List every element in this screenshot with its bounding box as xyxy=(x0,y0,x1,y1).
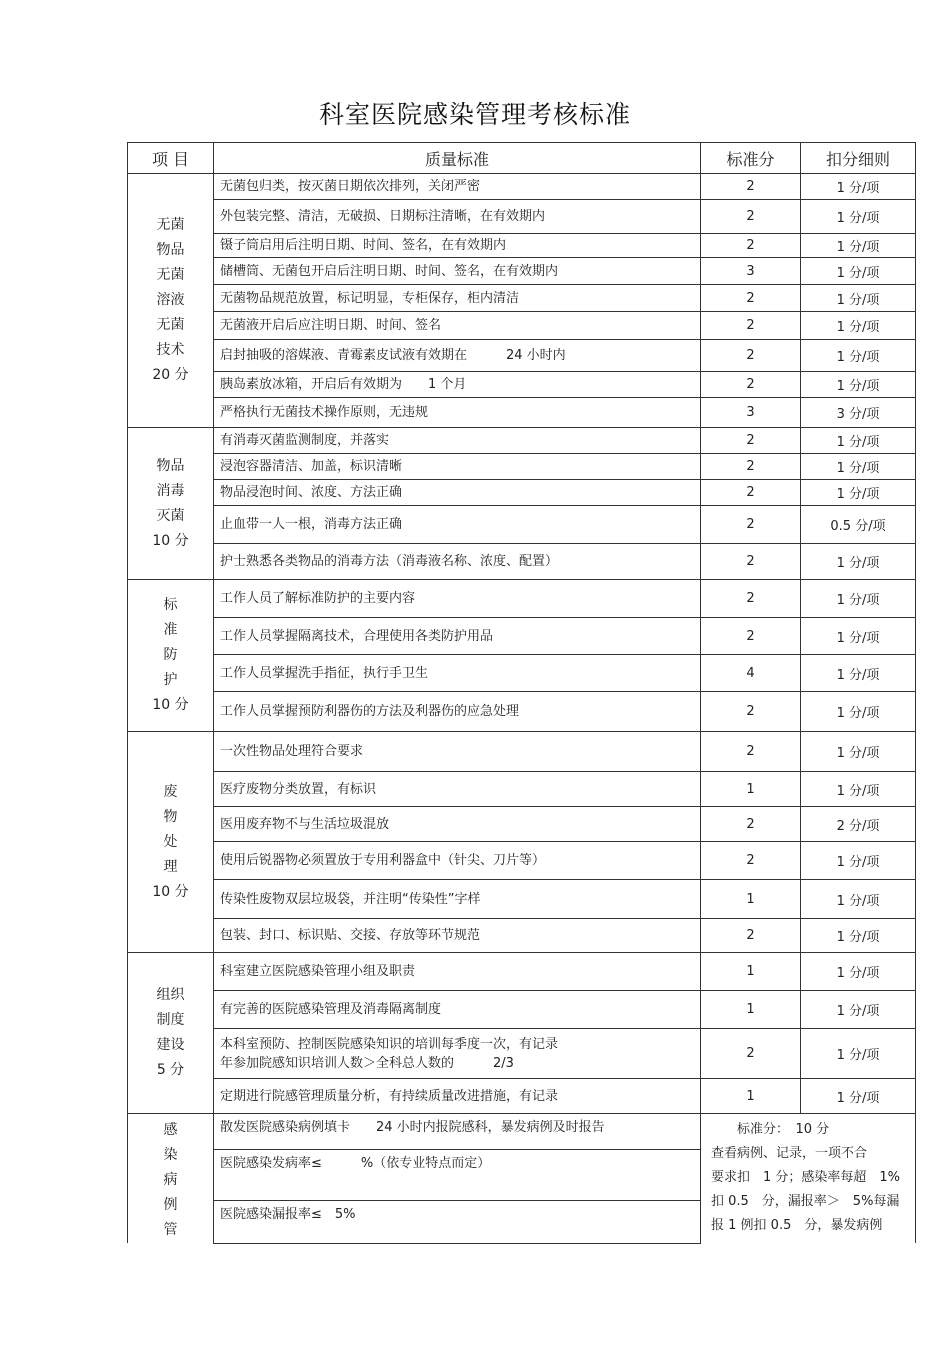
section-name-line: 5 分 xyxy=(156,1062,185,1078)
table-row xyxy=(128,372,916,398)
section-name-line: 制度 xyxy=(156,1012,185,1028)
table-row xyxy=(128,312,916,340)
standard-line: 启封抽吸的溶媒液、青霉素皮试液有效期在 24 小时内 xyxy=(220,348,566,363)
deduction-cell: 1 分/项 xyxy=(801,174,916,200)
standard-text xyxy=(214,372,701,398)
section-name xyxy=(128,1114,214,1244)
section-name-line: 消毒 xyxy=(156,482,185,499)
table-row xyxy=(128,340,916,372)
standard-line: 工作人员掌握隔离技术，合理使用各类防护用品 xyxy=(220,628,494,644)
deduction-cell: 1 分/项 xyxy=(801,842,916,880)
score-cell: 2 xyxy=(701,544,801,580)
table-row xyxy=(128,200,916,234)
section-name xyxy=(128,732,214,953)
deduction-cell: 1 分/项 xyxy=(801,200,916,234)
table-row xyxy=(128,1079,916,1114)
score-note-line: 查看病例、记录，一项不合 xyxy=(711,1146,868,1161)
deduction-cell: 1 分/项 xyxy=(801,312,916,340)
standard-text xyxy=(214,1029,701,1079)
standard-text: 散发医院感染病例填卡 24 小时内报院感科，暴发病例及时报告 xyxy=(214,1114,701,1150)
standard-text xyxy=(214,991,701,1029)
standard-text xyxy=(214,772,701,807)
standard-line: 工作人员掌握预防利器伤的方法及利器伤的应急处理 xyxy=(220,704,520,719)
standard-line: 工作人员了解标准防护的主要内容 xyxy=(220,591,416,606)
deduction-cell: 1 分/项 xyxy=(801,234,916,258)
section-name-line: 护 xyxy=(163,672,178,688)
deduction-cell: 1 分/项 xyxy=(801,953,916,991)
score-cell: 2 xyxy=(701,692,801,732)
standard-text xyxy=(214,258,701,285)
section-name-line: 标 xyxy=(163,597,178,613)
standard-text xyxy=(214,398,701,428)
section-name-line: 例 xyxy=(163,1197,178,1213)
standard-line: 科室建立医院感染管理小组及职责 xyxy=(220,964,416,979)
deduction-cell: 1 分/项 xyxy=(801,732,916,772)
deduction-cell: 1 分/项 xyxy=(801,1079,916,1114)
section-name-line: 技术 xyxy=(156,342,185,358)
standard-text xyxy=(214,340,701,372)
standard-text xyxy=(214,506,701,544)
standard-text xyxy=(214,200,701,234)
score-note-line: 扣 0.5 分，漏报率＞ 5%每漏 xyxy=(711,1194,900,1209)
section-name-line: 物品 xyxy=(156,242,185,258)
standard-text xyxy=(214,807,701,842)
deduction-cell: 1 分/项 xyxy=(801,372,916,398)
deduction-cell: 3 分/项 xyxy=(801,398,916,428)
section-name-line: 溶液 xyxy=(156,292,185,308)
header-deduction: 扣分细则 xyxy=(801,143,916,174)
score-cell: 1 xyxy=(701,880,801,919)
deduction-cell: 1 分/项 xyxy=(801,580,916,618)
table-row xyxy=(128,732,916,772)
standard-line: 物品浸泡时间、浓度、方法正确 xyxy=(220,485,403,500)
section-name xyxy=(128,174,214,428)
table-row xyxy=(128,880,916,919)
deduction-cell: 1 分/项 xyxy=(801,880,916,919)
section-name-line: 组织 xyxy=(156,987,185,1003)
table-row xyxy=(128,692,916,732)
section-name-line: 无菌 xyxy=(156,217,185,233)
table-row xyxy=(128,1114,916,1150)
standard-text xyxy=(214,655,701,692)
score-cell: 2 xyxy=(701,618,801,655)
standard-text xyxy=(214,285,701,312)
deduction-cell: 1 分/项 xyxy=(801,544,916,580)
standard-text xyxy=(214,454,701,480)
deduction-cell: 1 分/项 xyxy=(801,1029,916,1079)
standard-line: 本科室预防、控制医院感染知识的培训每季度一次，有记录 xyxy=(220,1036,559,1052)
table-row xyxy=(128,953,916,991)
deduction-cell: 1 分/项 xyxy=(801,991,916,1029)
section-name xyxy=(128,953,214,1114)
score-cell: 2 xyxy=(701,580,801,618)
section-name-line: 染 xyxy=(163,1147,178,1163)
standard-line: 一次性物品处理符合要求 xyxy=(220,744,364,759)
standard-line: 止血带一人一根，消毒方法正确 xyxy=(220,517,403,532)
section-name-line: 建设 xyxy=(156,1037,185,1053)
page-title: 科室医院感染管理考核标准 xyxy=(318,100,631,129)
standard-line: 无菌物品规范放置，标记明显，专柜保存，柜内清洁 xyxy=(220,290,520,306)
standard-line: 包装、封口、标识贴、交接、存放等环节规范 xyxy=(220,928,481,943)
standard-text xyxy=(214,234,701,258)
standard-text xyxy=(214,544,701,580)
standard-text xyxy=(214,580,701,618)
score-note-line: 报 1 例扣 0.5 分，暴发病例 xyxy=(711,1218,883,1233)
score-note xyxy=(701,1114,916,1244)
table-row xyxy=(128,655,916,692)
standard-text xyxy=(214,953,701,991)
score-cell: 2 xyxy=(701,234,801,258)
score-note-line: 标准分： 10 分 xyxy=(711,1122,830,1137)
section-name-line: 处 xyxy=(163,833,178,850)
score-cell: 3 xyxy=(701,398,801,428)
header-score: 标准分 xyxy=(701,143,801,174)
standard-line: 胰岛素放冰箱，开启后有效期为 1 个月 xyxy=(220,377,467,392)
standard-text xyxy=(214,919,701,953)
score-cell: 1 xyxy=(701,1079,801,1114)
score-cell: 1 xyxy=(701,772,801,807)
table-row xyxy=(128,580,916,618)
score-cell: 2 xyxy=(701,506,801,544)
section-name-line: 灭菌 xyxy=(156,507,185,524)
section-name-line: 病 xyxy=(163,1172,178,1188)
table-row xyxy=(128,991,916,1029)
standard-text xyxy=(214,174,701,200)
section-name-line: 感 xyxy=(163,1122,178,1138)
deduction-cell: 1 分/项 xyxy=(801,480,916,506)
standard-line: 年参加院感知识培训人数＞全科总人数的 2/3 xyxy=(220,1055,514,1071)
standard-text xyxy=(214,618,701,655)
table-row xyxy=(128,428,916,454)
score-cell: 4 xyxy=(701,655,801,692)
standard-text xyxy=(214,1079,701,1114)
section-name-line: 物品 xyxy=(156,457,185,474)
table-row xyxy=(128,544,916,580)
section-name-line: 无菌 xyxy=(156,267,185,283)
standard-text xyxy=(214,880,701,919)
section-name-line: 准 xyxy=(163,622,178,638)
standard-line: 镊子筒启用后注明日期、时间、签名，在有效期内 xyxy=(220,238,507,253)
score-cell: 2 xyxy=(701,285,801,312)
table-row xyxy=(128,919,916,953)
standard-line: 有完善的医院感染管理及消毒隔离制度 xyxy=(220,1002,442,1017)
table-header-row xyxy=(128,143,916,174)
score-cell: 1 xyxy=(701,991,801,1029)
table-row xyxy=(128,506,916,544)
standard-text xyxy=(214,480,701,506)
table-row xyxy=(128,842,916,880)
deduction-cell: 1 分/项 xyxy=(801,340,916,372)
standard-line: 无菌包归类，按灭菌日期依次排列，关闭严密 xyxy=(220,179,481,194)
standard-text: 医院感染漏报率≤ 5% xyxy=(214,1200,701,1243)
deduction-cell: 1 分/项 xyxy=(801,772,916,807)
deduction-cell: 1 分/项 xyxy=(801,454,916,480)
standard-text xyxy=(214,732,701,772)
standard-line: 医用废弃物不与生活垃圾混放 xyxy=(220,816,390,832)
standard-line: 严格执行无菌技术操作原则，无违规 xyxy=(220,405,429,420)
table-row xyxy=(128,285,916,312)
section-name xyxy=(128,428,214,580)
section-name-line: 10 分 xyxy=(152,532,189,549)
standard-text xyxy=(214,842,701,880)
standard-line: 无菌液开启后应注明日期、时间、签名 xyxy=(220,318,442,333)
score-cell: 3 xyxy=(701,258,801,285)
score-cell: 2 xyxy=(701,200,801,234)
section-name-line: 理 xyxy=(163,858,178,875)
score-cell: 2 xyxy=(701,174,801,200)
standard-line: 有消毒灭菌监测制度，并落实 xyxy=(220,433,390,448)
table-row xyxy=(128,234,916,258)
standard-line: 使用后锐器物必须置放于专用利器盒中（针尖、刀片等） xyxy=(220,853,546,868)
standard-text xyxy=(214,692,701,732)
score-cell: 2 xyxy=(701,372,801,398)
score-cell: 2 xyxy=(701,919,801,953)
standard-line: 护士熟悉各类物品的消毒方法（消毒液名称、浓度、配置） xyxy=(220,554,559,569)
deduction-cell: 1 分/项 xyxy=(801,655,916,692)
deduction-cell: 1 分/项 xyxy=(801,692,916,732)
standard-text: 医院感染发病率≤ %（依专业特点而定） xyxy=(214,1149,701,1200)
section-name-line: 废 xyxy=(163,783,178,800)
standard-line: 医疗废物分类放置，有标识 xyxy=(220,781,377,797)
standard-text xyxy=(214,428,701,454)
score-note-line: 要求扣 1 分；感染率每超 1% xyxy=(711,1170,901,1185)
table-row xyxy=(128,398,916,428)
section-name-line: 20 分 xyxy=(152,367,189,383)
score-cell: 2 xyxy=(701,312,801,340)
standard-line: 储槽筒、无菌包开启后注明日期、时间、签名，在有效期内 xyxy=(220,263,559,279)
deduction-cell: 1 分/项 xyxy=(801,258,916,285)
score-cell: 2 xyxy=(701,454,801,480)
assessment-table xyxy=(127,142,916,1244)
standard-line: 外包装完整、清洁，无破损、日期标注清晰，在有效期内 xyxy=(220,209,546,224)
section-name-line: 物 xyxy=(163,808,178,825)
table-row xyxy=(128,807,916,842)
deduction-cell: 1 分/项 xyxy=(801,618,916,655)
deduction-cell: 2 分/项 xyxy=(801,807,916,842)
section-name-line: 防 xyxy=(163,647,178,663)
section-name-line: 无菌 xyxy=(156,317,185,333)
score-cell: 2 xyxy=(701,480,801,506)
standard-text xyxy=(214,312,701,340)
score-cell: 2 xyxy=(701,732,801,772)
table-row xyxy=(128,454,916,480)
table-row xyxy=(128,174,916,200)
deduction-cell: 1 分/项 xyxy=(801,428,916,454)
deduction-cell: 0.5 分/项 xyxy=(801,506,916,544)
section-name-line: 管 xyxy=(163,1222,178,1238)
deduction-cell: 1 分/项 xyxy=(801,285,916,312)
header-item: 项 目 xyxy=(128,143,214,174)
table-row xyxy=(128,258,916,285)
score-cell: 1 xyxy=(701,953,801,991)
deduction-cell: 1 分/项 xyxy=(801,919,916,953)
standard-line: 传染性废物双层垃圾袋，并注明“传染性”字样 xyxy=(220,891,481,907)
section-name-line: 10 分 xyxy=(152,697,189,713)
standard-line: 工作人员掌握洗手指征，执行手卫生 xyxy=(220,665,429,681)
table-row xyxy=(128,1029,916,1079)
score-cell: 2 xyxy=(701,428,801,454)
score-cell: 2 xyxy=(701,842,801,880)
score-cell: 2 xyxy=(701,340,801,372)
standard-line: 定期进行院感管理质量分析，有持续质量改进措施，有记录 xyxy=(220,1088,559,1104)
section-name-line: 10 分 xyxy=(152,883,189,900)
table-row xyxy=(128,480,916,506)
table-body xyxy=(128,174,916,1244)
score-cell: 2 xyxy=(701,1029,801,1079)
table-row xyxy=(128,772,916,807)
header-standard: 质量标准 xyxy=(214,143,701,174)
score-cell: 2 xyxy=(701,807,801,842)
standard-line: 浸泡容器清洁、加盖，标识清晰 xyxy=(220,459,403,474)
section-name xyxy=(128,580,214,732)
table-row xyxy=(128,618,916,655)
